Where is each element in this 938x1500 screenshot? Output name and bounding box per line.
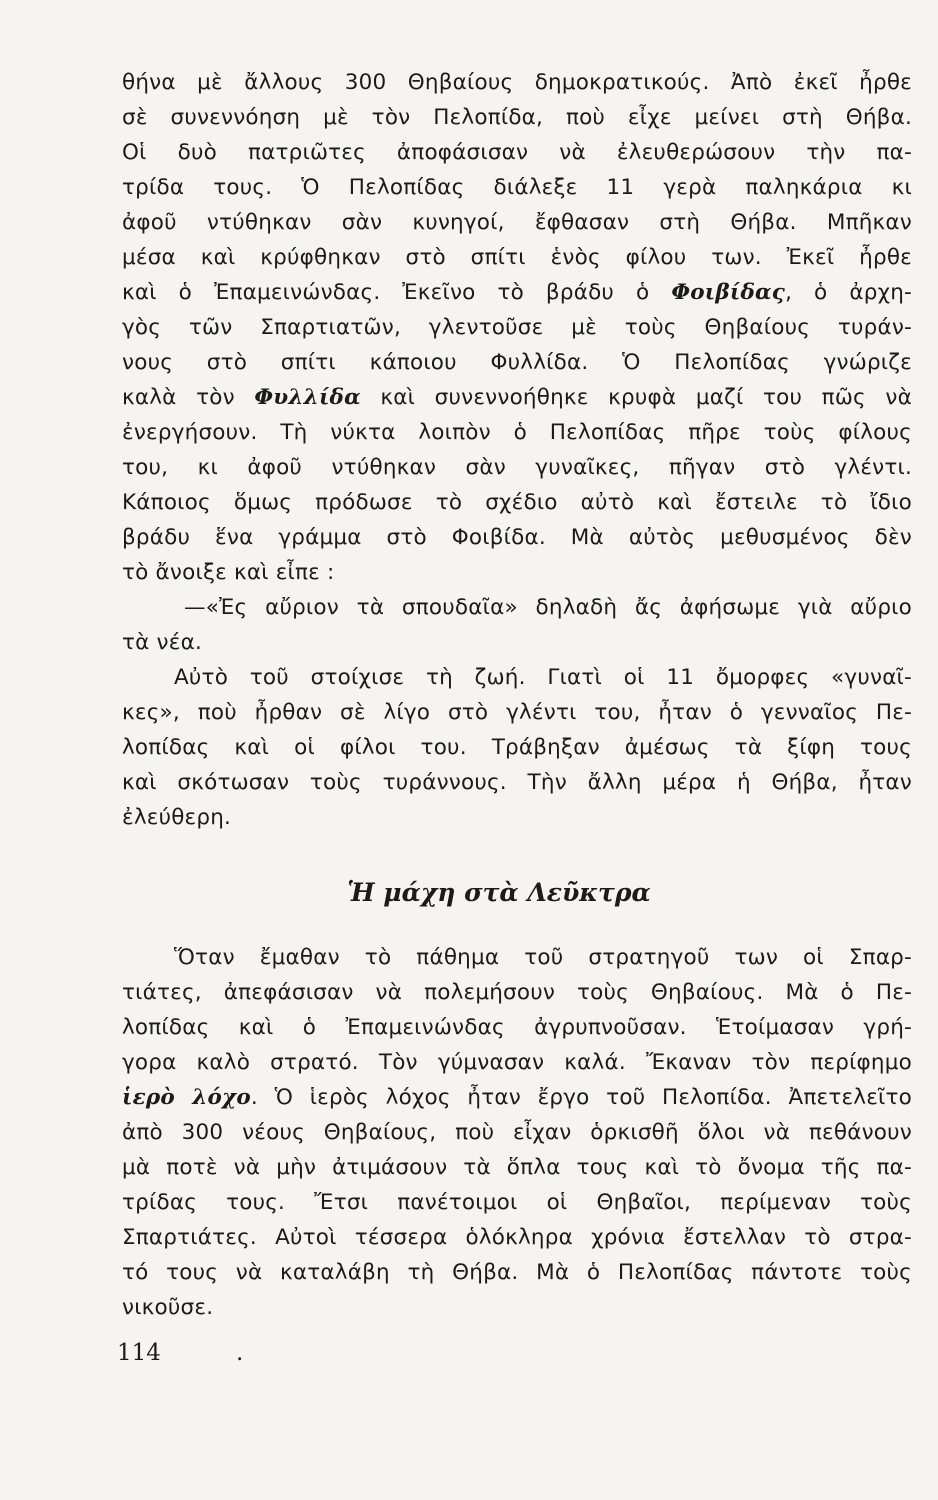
text-run: , ὁ ἀρχη- [785,280,912,305]
text-run: καὶ ὁ Ἐπαμεινώνδας. Ἐκεῖνο τὸ βράδυ ὁ [122,280,672,305]
text-line: Ὅταν ἔμαθαν τὸ πάθημα τοῦ στρατηγοῦ των οἱ Σπαρ- [174,945,912,970]
text-line: του, κι ἀφοῦ ντύθηκαν σὰν γυναῖκες, πῆγαν στὸ γλέντι. [122,455,912,480]
text-line: ἐλεύθερη. [122,805,232,830]
text-line: κες», ποὺ ἦρθαν σὲ λίγο στὸ γλέντι του, ἦταν ὁ γενναῖος Πε- [122,700,912,725]
text-line-mixed [122,278,912,308]
text-line: τρίδα τους. Ὁ Πελοπίδας διάλεξε 11 γερὰ παληκάρια κι [122,175,912,200]
page-number: 114 [117,1340,161,1366]
section-heading: Ἡ μάχη στὰ Λεῦκτρα [347,878,651,907]
text-line-mixed [122,383,912,413]
text-line: γὸς τῶν Σπαρτιατῶν, γλεντοῦσε μὲ τοὺς Θηβαίους τυράν- [122,315,912,340]
text-line: τὰ νέα. [122,630,202,655]
text-line: τὸ ἄνοιξε καὶ εἶπε : [122,560,335,585]
text-line: τρίδας τους. Ἔτσι πανέτοιμοι οἱ Θηβαῖοι, περίμεναν τοὺς [122,1190,912,1215]
text-line: ἐνεργήσουν. Τὴ νύκτα λοιπὸν ὁ Πελοπίδας πῆρε τοὺς φίλους [122,420,912,445]
text-run: καὶ συνεννοήθηκε κρυφὰ μαζί του πῶς νὰ [360,385,912,410]
text-line: Κάποιος ὅμως πρόδωσε τὸ σχέδιο αὐτὸ καὶ ἔστειλε τὸ ἴδιο [122,490,912,515]
text-line: ἀπὸ 300 νέους Θηβαίους, ποὺ εἶχαν ὁρκισθῆ ὅλοι νὰ πεθάνουν [122,1120,912,1145]
text-line: νικοῦσε. [122,1295,214,1320]
text-line: γορα καλὸ στρατό. Τὸν γύμνασαν καλά. Ἔκαναν τὸν περίφημο [122,1050,912,1075]
text-line: Αὐτὸ τοῦ στοίχισε τὴ ζωή. Γιατὶ οἱ 11 ὄμορφες «γυναῖ- [174,665,912,690]
text-line-mixed [122,1083,912,1113]
text-line: σὲ συνεννόηση μὲ τὸν Πελοπίδα, ποὺ εἶχε μείνει στὴ Θήβα. [122,105,912,130]
text-run: . Ὁ ἱερὸς λόχος ἦταν ἔργο τοῦ Πελοπίδα. Ἀπετελεῖτο [250,1085,913,1110]
text-line: νους στὸ σπίτι κάποιου Φυλλίδα. Ὁ Πελοπίδας γνώριζε [122,350,912,375]
text-line: Οἱ δυὸ πατριῶτες ἀποφάσισαν νὰ ἐλευθερώσουν τὴν πα- [122,140,912,165]
text-line: βράδυ ἕνα γράμμα στὸ Φοιβίδα. Μὰ αὐτὸς μεθυσμένος δὲν [122,525,912,550]
emphasized-name: Φοιβίδας [671,280,786,305]
text-line: τιάτες, ἀπεφάσισαν νὰ πολεμήσουν τοὺς Θηβαίους. Μὰ ὁ Πε- [122,980,912,1005]
quote-line: —«Ἐς αὔριον τὰ σπουδαῖα» δηλαδὴ ἄς ἀφήσωμε γιὰ αὔριο [184,595,912,620]
emphasized-name: Φυλλίδα [254,385,361,410]
text-line: θήνα μὲ ἄλλους 300 Θηβαίους δημοκρατικούς. Ἀπὸ ἐκεῖ ἦρθε [122,70,912,95]
text-line: καὶ σκότωσαν τοὺς τυράννους. Τὴν ἄλλη μέρα ἡ Θήβα, ἦταν [122,770,912,795]
text-run: καλὰ τὸν [122,385,255,410]
text-line: Σπαρτιάτες. Αὐτοὶ τέσσερα ὁλόκληρα χρόνια ἔστελλαν τὸ στρα- [122,1225,912,1250]
text-line: μὰ ποτὲ νὰ μὴν ἀτιμάσουν τὰ ὅπλα τους καὶ τὸ ὄνομα τῆς πα- [122,1155,912,1180]
emphasized-term: ἱερὸ λόχο [122,1085,251,1110]
text-line: λοπίδας καὶ ὁ Ἐπαμεινώνδας ἀγρυπνοῦσαν. Ἑτοίμασαν γρή- [122,1015,912,1040]
text-line: ἀφοῦ ντύθηκαν σὰν κυνηγοί, ἔφθασαν στὴ Θήβα. Μπῆκαν [122,210,912,235]
text-line: μέσα καὶ κρύφθηκαν στὸ σπίτι ἑνὸς φίλου των. Ἐκεῖ ἦρθε [122,245,912,270]
page-dot: . [236,1340,244,1366]
text-line: τό τους νὰ καταλάβη τὴ Θήβα. Μὰ ὁ Πελοπίδας πάντοτε τοὺς [122,1260,912,1285]
text-line: λοπίδας καὶ οἱ φίλοι του. Τράβηξαν ἀμέσως τὰ ξίφη τους [122,735,912,760]
